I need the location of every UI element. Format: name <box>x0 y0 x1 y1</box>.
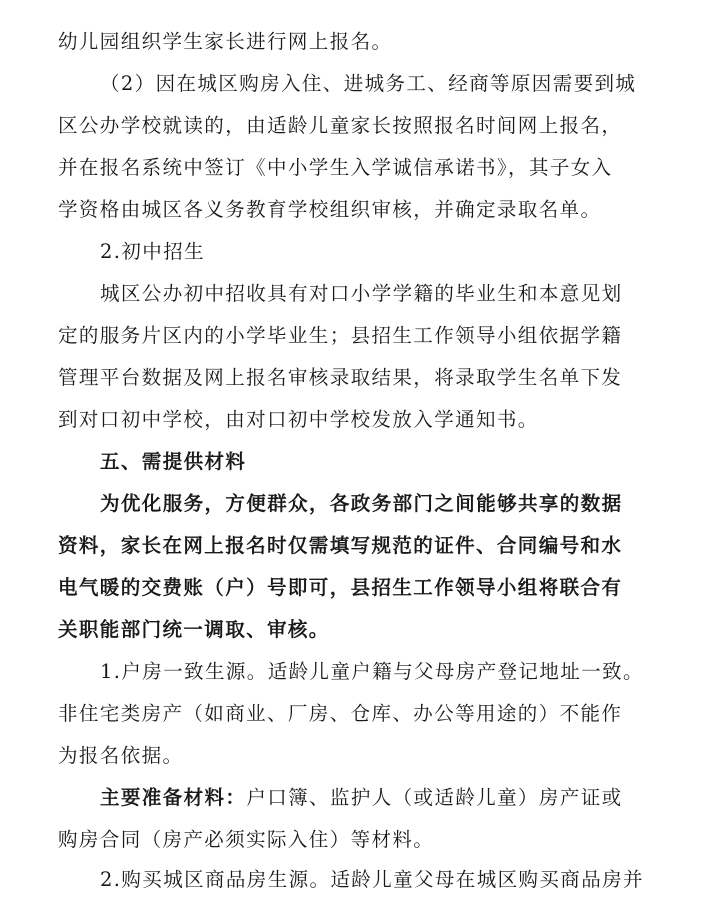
bold-label: 主要准备材料： <box>100 786 247 809</box>
text-line: 管理平台数据及网上报名审核录取结果，将录取学生名单下发 <box>58 366 623 389</box>
section-title: 五、需提供材料 <box>100 450 247 473</box>
text-line: 2.购买城区商品房生源。适龄儿童父母在城区购买商品房并 <box>100 868 644 891</box>
text-line: 为优化服务，方便群众，各政务部门之间能够共享的数据 <box>100 492 623 515</box>
text-line: 并在报名系统中签订《中小学生入学诚信承诺书》，其子女入 <box>58 156 613 179</box>
text-line: 幼儿园组织学生家长进行网上报名。 <box>58 30 393 53</box>
text-line: 定的服务片区内的小学毕业生；县招生工作领导小组依据学籍 <box>58 324 623 347</box>
text-line: （2）因在城区购房入住、进城务工、经商等原因需要到城 <box>100 72 637 95</box>
section-heading: 2.初中招生 <box>100 240 206 263</box>
text-line: 为报名依据。 <box>58 744 184 767</box>
text-line: 学资格由城区各义务教育学校组织审核，并确定录取名单。 <box>58 198 602 221</box>
text-run: 户口簿、监护人（或适龄儿童）房产证或 <box>246 786 623 809</box>
text-line: 区公办学校就读的，由适龄儿童家长按照报名时间网上报名， <box>58 114 623 137</box>
text-line: 1.户房一致生源。适龄儿童户籍与父母房产登记地址一致。 <box>100 660 644 683</box>
text-line: 关职能部门统一调取、审核。 <box>58 618 330 641</box>
text-line <box>100 778 700 818</box>
text-line: 电气暖的交费账（户）号即可，县招生工作领导小组将联合有 <box>58 576 623 599</box>
text-line: 非住宅类房产（如商业、厂房、仓库、办公等用途的）不能作 <box>58 702 623 725</box>
text-line: 到对口初中学校，由对口初中学校发放入学通知书。 <box>58 408 539 431</box>
text-line: 购房合同（房产必须实际入住）等材料。 <box>58 828 435 851</box>
text-line: 城区公办初中招收具有对口小学学籍的毕业生和本意见划 <box>100 282 623 305</box>
text-line: 资料，家长在网上报名时仅需填写规范的证件、合同编号和水 <box>58 534 623 557</box>
